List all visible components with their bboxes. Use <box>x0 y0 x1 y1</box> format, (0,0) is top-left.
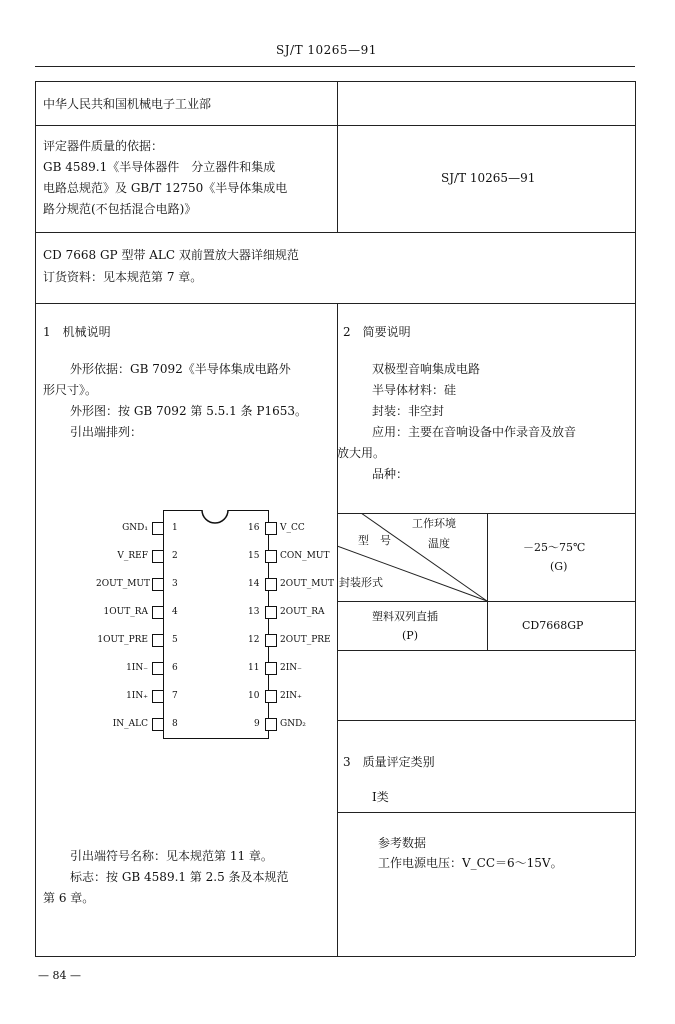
sec1-bottom-line-1: 引出端符号名称：见本规范第 11 章。 <box>70 849 273 863</box>
pin-14-number: 14 <box>248 579 260 589</box>
pin-1-name: GND₁ <box>122 523 148 533</box>
pin-13 <box>265 606 277 619</box>
sec1-heading: 1 机械说明 <box>43 325 111 339</box>
pin-7-name: 1IN₊ <box>126 691 148 701</box>
basis-line-4: 路分规范(不包括混合电路)》 <box>43 202 197 216</box>
org-name: 中华人民共和国机械电子工业部 <box>43 97 212 111</box>
chip-body <box>163 510 269 739</box>
variety-table-bottom <box>337 650 635 651</box>
pin-7-number: 7 <box>172 691 178 701</box>
pin-4-number: 4 <box>172 607 178 617</box>
sec3-category: Ⅰ类 <box>372 790 389 804</box>
sec1-line-4: 引出端排列： <box>70 425 143 439</box>
sec1-bottom-line-2: 标志：按 GB 4589.1 第 2.5 条及本规范 <box>70 870 289 884</box>
header-code: SJ/T 10265—91 <box>276 43 377 57</box>
basis-line-2: GB 4589.1《半导体器件 分立器件和集成 <box>43 160 276 174</box>
sec2-heading: 2 简要说明 <box>343 325 411 339</box>
pin-2 <box>152 550 164 563</box>
pin-6-number: 6 <box>172 663 178 673</box>
sec2-line-6: 品种： <box>372 467 409 481</box>
pin-8-number: 8 <box>172 719 178 729</box>
basis-line-3: 电路总规范》及 GB/T 12750《半导体集成电 <box>43 181 288 195</box>
pin-9-number: 9 <box>254 719 260 729</box>
basis-line-1: 评定器件质量的依据： <box>43 139 164 153</box>
standard-code: SJ/T 10265—91 <box>441 171 536 185</box>
sec2-line-4: 应用：主要在音响设备中作录音及放音 <box>372 425 577 439</box>
sec1-bottom-line-3: 第 6 章。 <box>43 891 95 905</box>
table-left-border <box>35 81 36 956</box>
sec3-heading: 3 质量评定类别 <box>343 755 435 769</box>
type-label: 型 号 <box>358 534 391 547</box>
header-rule <box>35 66 635 67</box>
temp-code: (G) <box>550 560 568 573</box>
table-mid-divider-top <box>337 81 338 232</box>
pin-2-name: V_REF <box>117 551 148 561</box>
pin-12-name: 2OUT_PRE <box>280 635 331 645</box>
sec2-line-5: 放大用。 <box>337 446 386 460</box>
pin-11-name: 2IN₋ <box>280 663 302 673</box>
pin-2-number: 2 <box>172 551 178 561</box>
spec-title: CD 7668 GP 型带 ALC 双前置放大器详细规范 <box>43 248 299 262</box>
pin-4 <box>152 606 164 619</box>
pin-8 <box>152 718 164 731</box>
pinout-diagram <box>60 505 334 755</box>
ref-line: 工作电源电压：V_CC＝6～15V。 <box>378 856 563 870</box>
pin-10 <box>265 690 277 703</box>
sec3-bottom-rule <box>337 812 635 813</box>
pin-3 <box>152 578 164 591</box>
pin-5 <box>152 634 164 647</box>
pin-3-name: 2OUT_MUT <box>96 579 150 589</box>
pin-9-name: GND₂ <box>280 719 306 729</box>
pin-6 <box>152 662 164 675</box>
sec2-line-3: 封装：非空封 <box>372 404 445 418</box>
pin-3-number: 3 <box>172 579 178 589</box>
table-mid-divider-bottom <box>337 303 338 956</box>
table-bottom-border <box>35 956 635 957</box>
pin-12 <box>265 634 277 647</box>
pin-12-number: 12 <box>248 635 260 645</box>
pin-15-number: 15 <box>248 551 260 561</box>
pin-10-name: 2IN₊ <box>280 691 302 701</box>
ref-heading: 参考数据 <box>378 836 427 850</box>
pin-1 <box>152 522 164 535</box>
sec2-line-1: 双极型音响集成电路 <box>372 362 481 376</box>
pin-13-number: 13 <box>248 607 260 617</box>
sec1-line-3: 外形图：按 GB 7092 第 5.5.1 条 P1653。 <box>70 404 307 418</box>
sec3-top-rule <box>337 720 635 721</box>
row-divider-2 <box>35 232 635 233</box>
row-divider-3 <box>35 303 635 304</box>
page-number: — 84 — <box>38 969 81 982</box>
order-info: 订货资料：见本规范第 7 章。 <box>43 270 203 284</box>
pin-5-name: 1OUT_PRE <box>97 635 148 645</box>
chip-notch <box>201 508 229 524</box>
pin-7 <box>152 690 164 703</box>
pin-15-name: CON_MUT <box>280 551 330 561</box>
model-number: CD7668GP <box>522 619 584 632</box>
pin-16 <box>265 522 277 535</box>
pin-16-name: V_CC <box>280 523 305 533</box>
pin-14 <box>265 578 277 591</box>
temp-label: 温度 <box>428 537 450 550</box>
sec2-line-2: 半导体材料：硅 <box>372 383 457 397</box>
pkg-label: 封装形式 <box>339 576 383 589</box>
table-top-border <box>35 81 635 82</box>
pin-4-name: 1OUT_RA <box>103 607 148 617</box>
pin-9 <box>265 718 277 731</box>
pin-14-name: 2OUT_MUT <box>280 579 334 589</box>
pin-10-number: 10 <box>248 691 260 701</box>
pkg-name: 塑料双列直插 <box>372 610 438 623</box>
pin-13-name: 2OUT_RA <box>280 607 325 617</box>
pin-15 <box>265 550 277 563</box>
sec1-line-2: 形尺寸》。 <box>43 383 98 397</box>
pin-5-number: 5 <box>172 635 178 645</box>
pin-1-number: 1 <box>172 523 178 533</box>
sec1-line-1: 外形依据：GB 7092《半导体集成电路外 <box>70 362 291 376</box>
pin-6-name: 1IN₋ <box>126 663 148 673</box>
pkg-code: (P) <box>402 629 418 642</box>
temp-range: －25～75℃ <box>523 541 586 554</box>
pin-11-number: 11 <box>248 663 260 673</box>
pin-11 <box>265 662 277 675</box>
row-divider-1 <box>35 125 635 126</box>
env-label: 工作环境 <box>412 517 456 530</box>
pin-16-number: 16 <box>248 523 260 533</box>
table-right-border <box>635 81 636 956</box>
pin-8-name: IN_ALC <box>112 719 148 729</box>
